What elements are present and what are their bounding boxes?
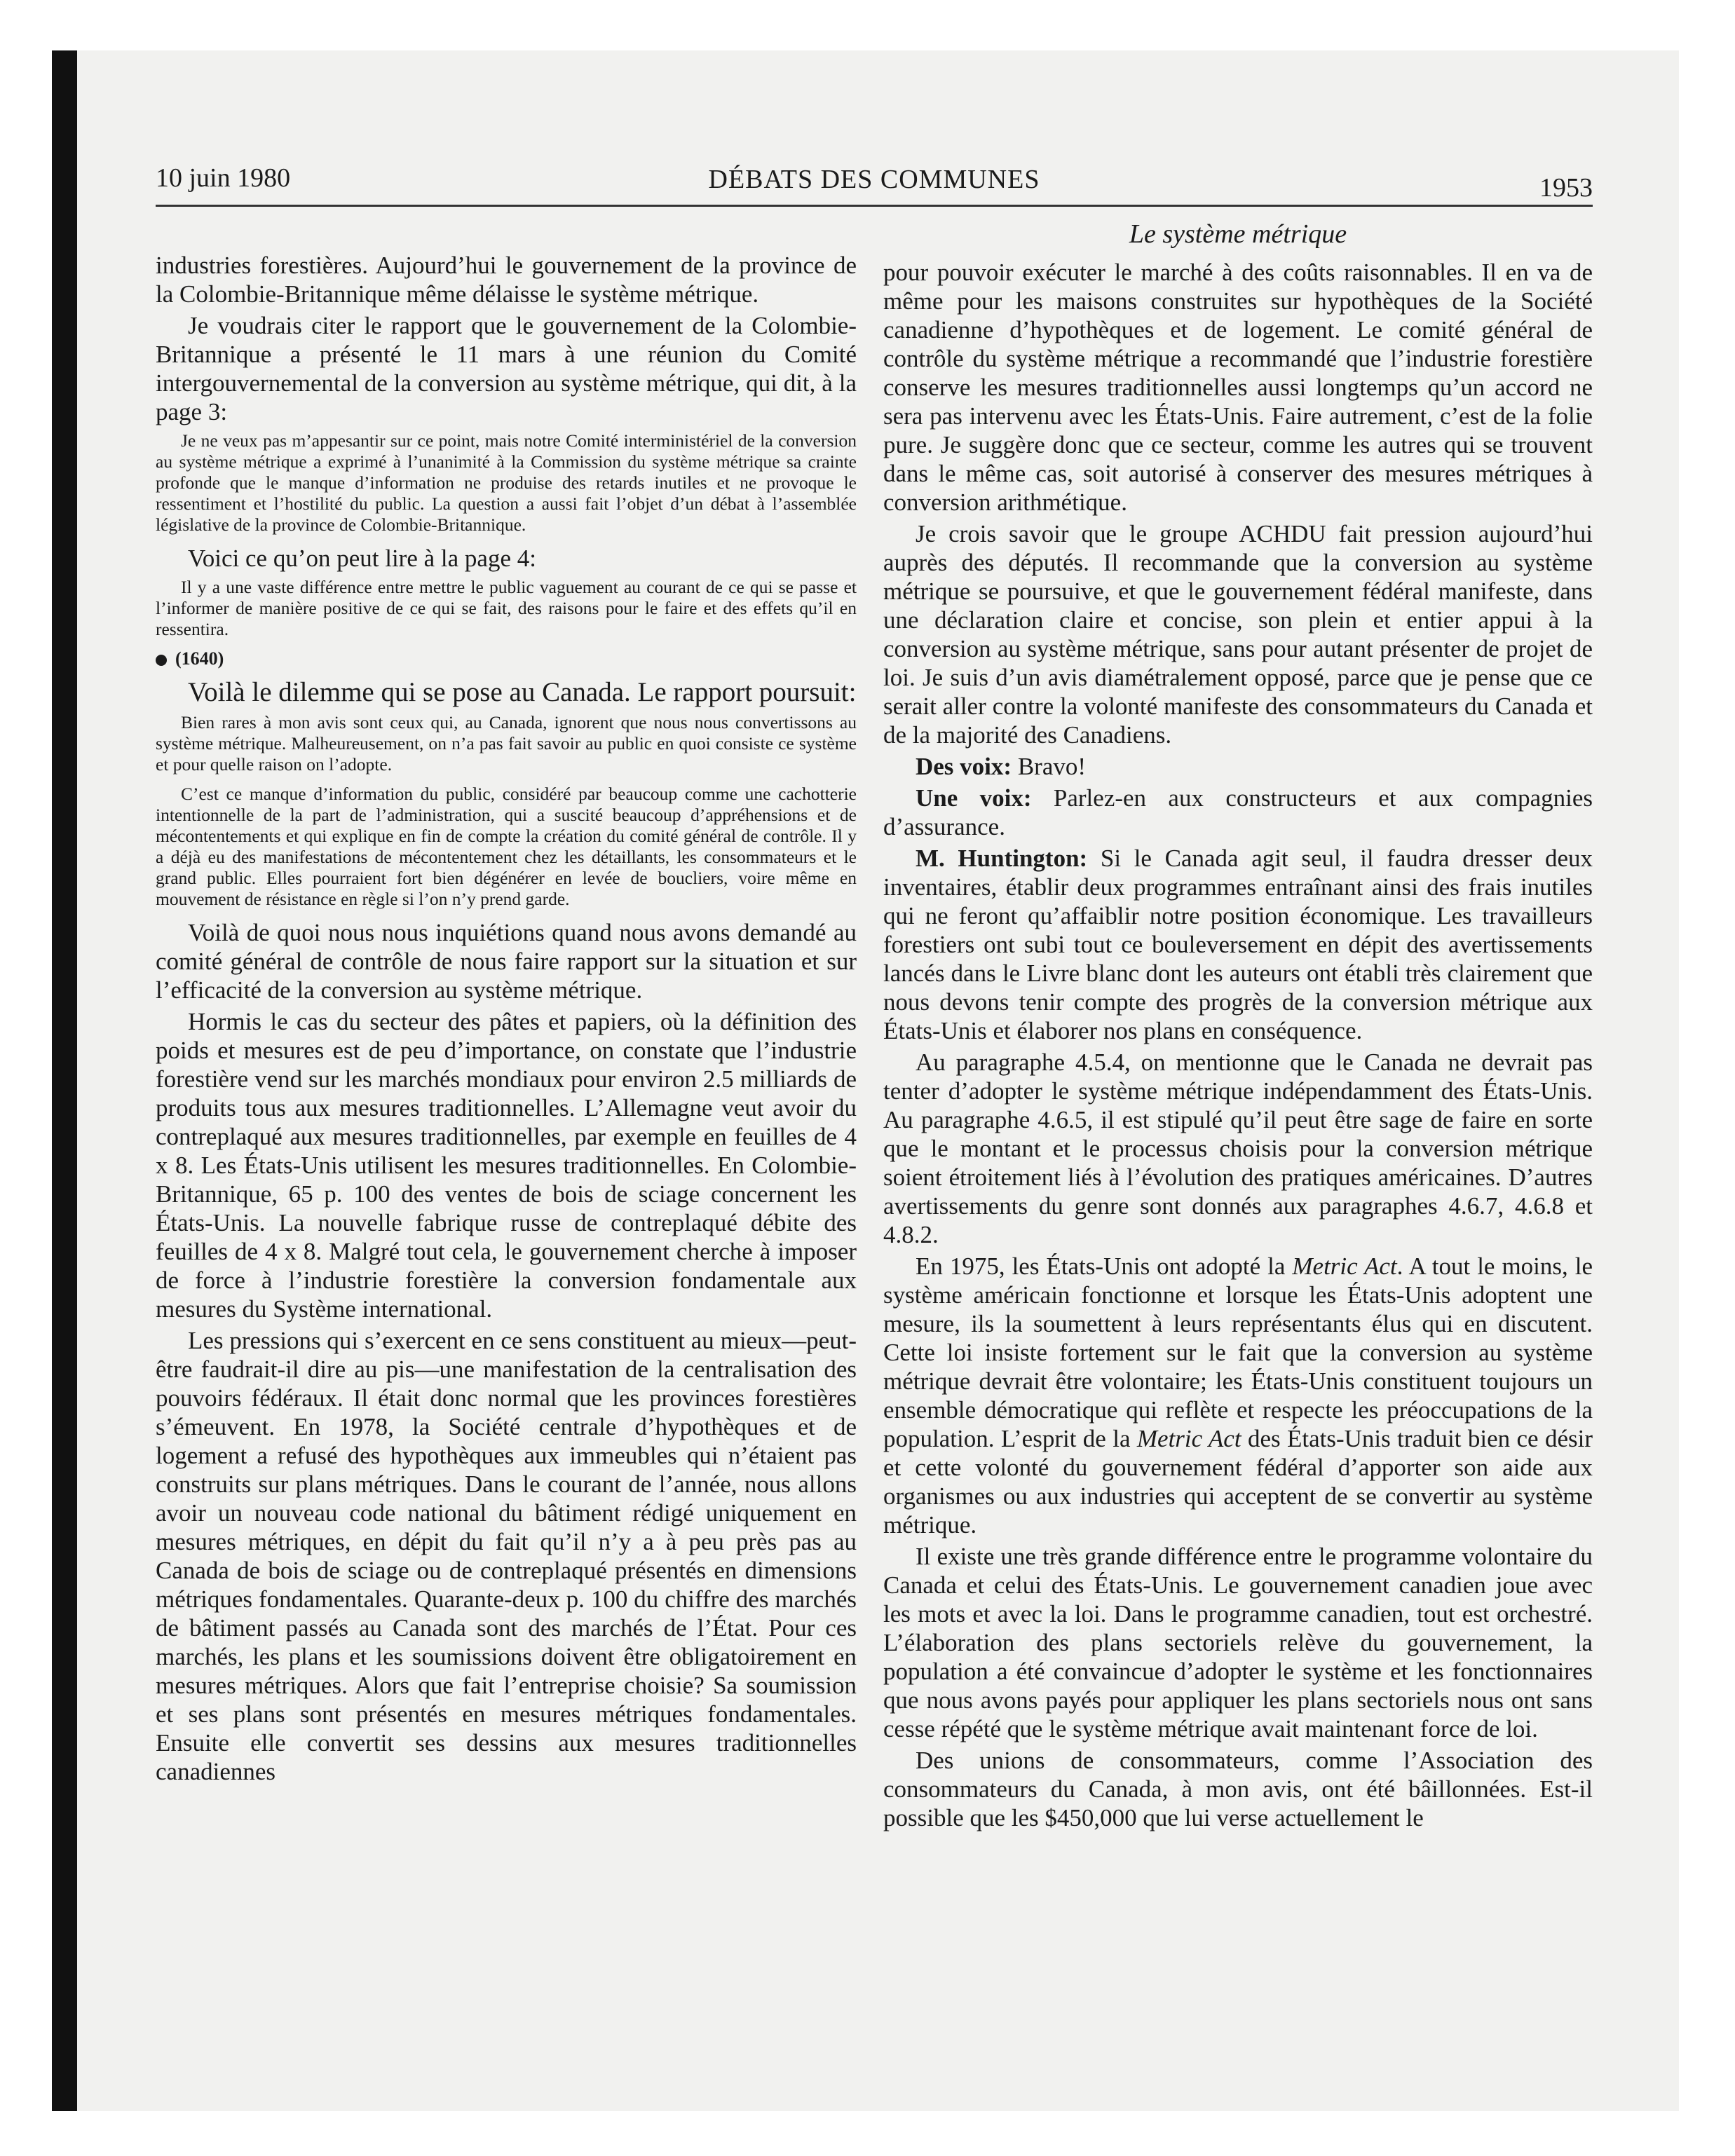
header-date: 10 juin 1980 [156, 163, 291, 193]
speech-text: Si le Canada agit seul, il faudra dresser deux inventaires, établir deux programmes entraînant ainsi des frais inutiles qui ne feront qu’affaiblir notre position économique. Les travailleurs forestiers ont subi tout ce bouleversement en dépit des avertissements lancés dans le Livre blanc dont les auteurs ont établi très clairement que nous devons tenir compte des progrès de la conversion métrique aux États-Unis et élaborer nos plans en conséquence. [883, 845, 1593, 1044]
bullet-icon [156, 655, 167, 666]
paragraph: Hormis le cas du secteur des pâtes et papiers, où la définition des poids et mesures est de peu d’importance, on constate que l’industrie forestière vend sur les marchés mondiaux pour environ 2.5 milliards de produits tous aux mesures traditionnelles. L’Allemagne veut avoir du contreplaqué aux mesures traditionnelles, par exemple en feuilles de 4 x 8. Les États-Unis utilisent les mesures traditionnelles. En Colombie-Britannique, 65 p. 100 des ventes de bois de sciage concernent les États-Unis. La nouvelle fabrique russe de contreplaqué débite des feuilles de 4 x 8. Malgré tout cela, le gouvernement cherche à imposer de force à l’industrie forestière la conversion fondamentale aux mesures du Système international. [156, 1008, 857, 1323]
speech-text: Bravo! [1012, 753, 1087, 780]
speaker-name: Une voix: [916, 784, 1032, 812]
speaker-name: Des voix: [916, 753, 1012, 780]
scan-edge [52, 50, 77, 2111]
block-quote: Je ne veux pas m’appesantir sur ce point, mais notre Comité interministériel de la conversion au système métrique a exprimé à l’unanimité à la Commission du système métrique sa crainte profonde que le manque d’information ne produise des retards inutiles et ne provoque le ressentiment et l’hostilité du public. La question a aussi fait l’objet d’un débat à l’assemblée législative de la province de Colombie-Britannique. [156, 430, 857, 535]
header-title: DÉBATS DES COMMUNES [708, 165, 1040, 194]
act-title: Metric Act [1136, 1425, 1241, 1452]
paragraph: Voilà le dilemme qui se pose au Canada. Le rapport poursuit: [188, 677, 857, 707]
paragraph: Au paragraphe 4.5.4, on mentionne que le Canada ne devrait pas tenter d’adopter le système métrique indépendamment des États-Unis. Au paragraphe 4.6.5, il est stipulé qu’il peut être sage de faire en sorte que le montant et le processus choisis pour la conversion métrique soient étroitement liés à l’évolution des pratiques américaines. D’autres avertissements du genre sont donnés aux paragraphes 4.6.7, 4.6.8 et 4.8.2. [883, 1049, 1593, 1248]
right-column [883, 258, 1593, 1835]
paragraph-text: En 1975, les États-Unis ont adopté la [916, 1253, 1293, 1280]
speaker-name: M. Huntington: [916, 845, 1088, 872]
paragraph: Je crois savoir que le groupe ACHDU fait pression aujourd’hui auprès des députés. Il recommande que la conversion au système métrique se poursuive, et que le gouvernement fédéral manifeste, dans une déclaration claire et concise, son plein et entier appui à la conversion au système métrique, sans pour autant présenter de projet de loi. Je suis d’un avis diamétralement opposé, parce que je pense que ce serait aller contre la volonté manifeste des consommateurs du Canada et de la majorité des Canadiens. [883, 520, 1593, 749]
paragraph [883, 1252, 1593, 1539]
paragraph: Les pressions qui s’exercent en ce sens constituent au mieux—peut-être faudrait-il dire au pis—une manifestation de la centralisation des pouvoirs fédéraux. Il était donc normal que les provinces forestières s’émeuvent. En 1978, la Société centrale d’hypothèques et de logement a refusé des hypothèques aux immeubles qui n’étaient pas construits sur plans métriques. Dans le courant de l’année, nous allons avoir un nouveau code national du bâtiment rédigé uniquement en mesures métriques, en dépit du fait qu’il n’y a à peu près pas au Canada de bois de sciage ou de contreplaqué présentés en dimensions métriques fondamentales. Quarante-deux p. 100 du chiffre des marchés de bâtiment passés au Canada sont des marchés de l’État. Pour ces marchés, les plans et les soumissions doivent être obligatoirement en mesures métriques. Alors que fait l’entreprise choisie? Sa soumission et ses plans sont présentés en mesures métriques fondamentales. Ensuite elle convertit ses dessins aux mesures traditionnelles canadiennes [156, 1327, 857, 1785]
page-number: 1953 [1539, 173, 1593, 203]
block-quote: C’est ce manque d’information du public, considéré par beaucoup comme une cachotterie intentionnelle de la part de l’administration, qui a suscité beaucoup d’appréhensions et de mécontentements et qui explique en fin de compte la création du comité général de contrôle. Il y a déjà eu des manifestations de mécontentement chez les détaillants, les consommateurs et le grand public. Elles pourraient fort bien dégénérer en levée de boucliers, voire même en mouvement de résistance en règle si l’on n’y prend garde. [156, 784, 857, 909]
section-subheading: Le système métrique [1129, 219, 1347, 249]
speech-paragraph [883, 844, 1593, 1045]
time-marker [156, 648, 857, 669]
paragraph-text: . A tout le moins, le système américain fonctionne et lorsque les États-Unis adoptent une mesure, ils la soumettent à leurs représentants élus qui en discutent. Cette loi insiste fortement sur le fait que la conversion au système métrique devrait être volontaire; les États-Unis constituent toujours un ensemble démocratique qui reflète et respecte les préoccupations de la population. L’esprit de la [883, 1253, 1593, 1452]
paragraph: Il existe une très grande différence entre le programme volontaire du Canada et celui des États-Unis. Le gouvernement canadien joue avec les mots et avec la loi. Dans le programme canadien, tout est orchestré. L’élaboration des plans sectoriels relève du gouvernement, la population a été convaincue d’adopter le système et les fonctionnaires que nous avons payés pour appliquer les plans sectoriels nous ont sans cesse répété que le système métrique avait maintenant force de loi. [883, 1543, 1593, 1742]
act-title: Metric Act [1292, 1253, 1397, 1280]
paragraph: Des unions de consommateurs, comme l’Association des consommateurs du Canada, à mon avis, ont été bâillonnées. Est-il possible que les $450,000 que lui verse actuellement le [883, 1747, 1593, 1831]
paragraph: pour pouvoir exécuter le marché à des coûts raisonnables. Il en va de même pour les maisons construites sur hypothèques de la Société canadienne d’hypothèques et de logement. Le comité général de contrôle du système métrique a recommandé que l’industrie forestière conserve les mesures traditionnelles aussi longtemps qu’un accord ne sera pas intervenu avec les États-Unis. Faire autrement, c’est de la folie pure. Je suggère donc que ce secteur, comme les autres qui se trouvent dans le même cas, soit autorisé à conserver des mesures métriques à conversion arithmétique. [883, 259, 1593, 516]
speech-text: Parlez-en aux constructeurs et aux compagnies d’assurance. [883, 784, 1593, 840]
speech-paragraph [883, 752, 1593, 781]
paragraph-text: des États-Unis traduit bien ce désir et cette volonté du gouvernement fédéral d’apporter son aide aux organismes ou aux industries qui acceptent de se convertir au système métrique. [883, 1425, 1593, 1538]
time-stamp: (1640) [175, 648, 224, 669]
block-quote: Il y a une vaste différence entre mettre le public vaguement au courant de ce qui se passe et l’informer de manière positive de ce qui se fait, des raisons pour le faire et des effets qu’il en ressentira. [156, 577, 857, 639]
paragraph: Je voudrais citer le rapport que le gouvernement de la Colombie-Britannique a présenté le 11 mars à une réunion du Comité intergouvernemental de la conversion au système métrique, qui dit, à la page 3: [156, 312, 857, 425]
paragraph: Voilà de quoi nous nous inquiétions quand nous avons demandé au comité général de contrôle de nous faire rapport sur la situation et sur l’efficacité de la conversion au système métrique. [156, 919, 857, 1004]
paragraph: industries forestières. Aujourd’hui le gouvernement de la province de la Colombie-Britannique même délaisse le système métrique. [156, 252, 857, 308]
paragraph: Voici ce qu’on peut lire à la page 4: [188, 545, 536, 572]
left-column [156, 251, 857, 1789]
speech-paragraph [883, 784, 1593, 841]
running-header [156, 163, 1593, 207]
block-quote: Bien rares à mon avis sont ceux qui, au Canada, ignorent que nous nous convertissons au système métrique. Malheureusement, on n’a pas fait savoir au public en quoi consiste ce système et pour quelle raison on l’adopte. [156, 712, 857, 775]
